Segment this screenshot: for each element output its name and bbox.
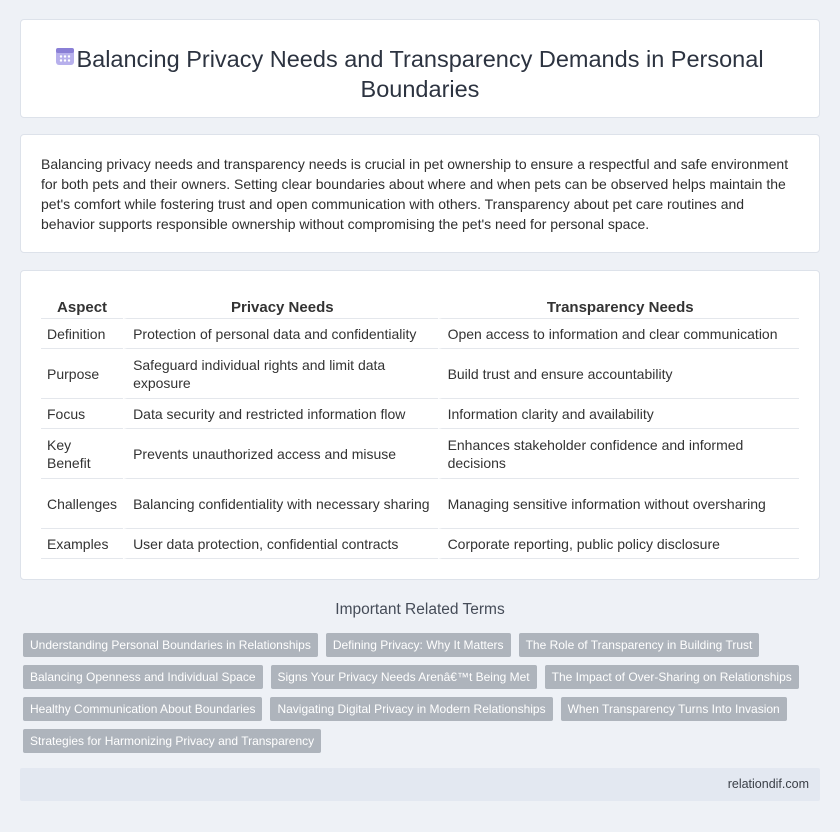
transparency-cell: Information clarity and availability — [438, 399, 799, 429]
transparency-cell: Build trust and ensure accountability — [438, 349, 799, 399]
table-row — [41, 429, 799, 479]
table-row — [41, 349, 799, 399]
header-aspect: Aspect — [41, 295, 123, 319]
page-title: Balancing Privacy Needs and Transparency Demands in Personal Boundaries — [76, 46, 764, 102]
site-name[interactable]: relationdif.com — [727, 777, 809, 791]
related-term-link[interactable]: Balancing Openness and Individual Space — [23, 665, 263, 689]
privacy-cell: User data protection, confidential contracts — [123, 529, 438, 559]
table-header-row — [41, 295, 799, 319]
related-terms-list — [23, 633, 803, 753]
intro-card — [20, 134, 820, 253]
table-row — [41, 479, 799, 529]
transparency-cell: Open access to information and clear communication — [438, 319, 799, 349]
privacy-cell: Protection of personal data and confidentiality — [123, 319, 438, 349]
related-term-link[interactable]: Healthy Communication About Boundaries — [23, 697, 262, 721]
aspect-cell: Key Benefit — [41, 429, 123, 479]
aspect-cell: Purpose — [41, 349, 123, 399]
intro-paragraph: Balancing privacy needs and transparency needs is crucial in pet ownership to ensure a respectful and safe environment for both pets and their owners. Setting clear boundaries about where and when pets can be observed helps maintain the pet's comfort while fostering trust and open communication with others. Transparency about pet care routines and behavior supports responsible ownership without compromising the pet's need for personal space. — [41, 156, 789, 232]
related-term-link[interactable]: Navigating Digital Privacy in Modern Relationships — [270, 697, 552, 721]
transparency-cell: Corporate reporting, public policy disclosure — [438, 529, 799, 559]
privacy-cell: Balancing confidentiality with necessary sharing — [123, 479, 438, 529]
aspect-cell: Definition — [41, 319, 123, 349]
related-term-link[interactable]: Understanding Personal Boundaries in Relationships — [23, 633, 318, 657]
aspect-cell: Challenges — [41, 479, 123, 529]
related-term-link[interactable]: Defining Privacy: Why It Matters — [326, 633, 511, 657]
related-term-link[interactable]: Strategies for Harmonizing Privacy and Transparency — [23, 729, 321, 753]
privacy-cell: Safeguard individual rights and limit data exposure — [123, 349, 438, 399]
table-row — [41, 529, 799, 559]
aspect-cell: Focus — [41, 399, 123, 429]
transparency-cell: Managing sensitive information without oversharing — [438, 479, 799, 529]
footer — [20, 768, 820, 801]
related-term-link[interactable]: The Role of Transparency in Building Trust — [519, 633, 760, 657]
related-term-link[interactable]: Signs Your Privacy Needs Arenâ€™t Being Met — [271, 665, 537, 689]
comparison-card — [20, 270, 820, 580]
table-row — [41, 319, 799, 349]
header-card — [20, 19, 820, 118]
related-term-link[interactable]: The Impact of Over-Sharing on Relationships — [545, 665, 799, 689]
transparency-cell: Enhances stakeholder confidence and informed decisions — [438, 429, 799, 479]
related-term-link[interactable]: When Transparency Turns Into Invasion — [561, 697, 787, 721]
aspect-cell: Examples — [41, 529, 123, 559]
comparison-table — [41, 295, 799, 559]
header-transparency: Transparency Needs — [438, 295, 799, 319]
privacy-cell: Prevents unauthorized access and misuse — [123, 429, 438, 479]
privacy-cell: Data security and restricted information flow — [123, 399, 438, 429]
header-privacy: Privacy Needs — [123, 295, 438, 319]
table-row — [41, 399, 799, 429]
related-terms-title: Important Related Terms — [335, 601, 505, 618]
